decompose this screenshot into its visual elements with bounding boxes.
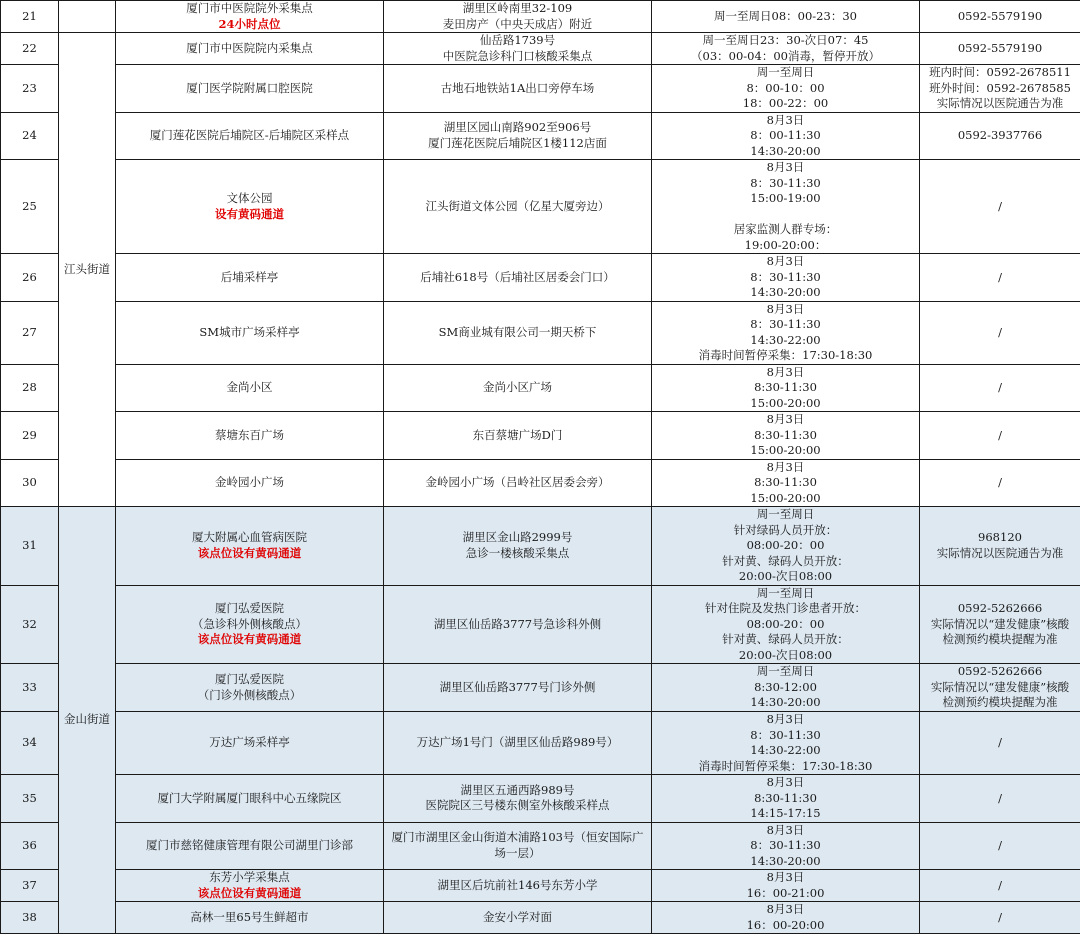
site-name xyxy=(116,459,384,507)
cell-line: 14:30-20:00 xyxy=(654,695,917,711)
site-name xyxy=(116,902,384,934)
table-row xyxy=(1,1,1080,33)
site-phone xyxy=(920,65,1080,113)
cell-line: / xyxy=(922,735,1078,751)
cell-line: 8月3日 xyxy=(654,365,917,381)
cell-line: 周一至周日08：00-23：30 xyxy=(654,9,917,25)
cell-line: 厦门莲花医院后埔院区1楼112店面 xyxy=(386,136,649,152)
site-address xyxy=(384,160,652,254)
table-row xyxy=(1,822,1080,870)
cell-line: 8:30-11:30 xyxy=(654,475,917,491)
cell-line: / xyxy=(922,838,1078,854)
site-address xyxy=(384,364,652,412)
site-hours xyxy=(652,301,920,364)
table-row xyxy=(1,507,1080,586)
site-phone xyxy=(920,412,1080,460)
site-address xyxy=(384,33,652,65)
cell-line: 8月3日 xyxy=(654,412,917,428)
cell-line: （03：00-04：00消毒，暂停开放） xyxy=(654,49,917,65)
cell-line: 08:00-20：00 xyxy=(654,538,917,554)
yellow-code-channel-note: 24小时点位 xyxy=(118,17,381,33)
table-row xyxy=(1,585,1080,664)
site-name xyxy=(116,775,384,823)
cell-line: （急诊科外侧核酸点） xyxy=(118,617,381,633)
row-number xyxy=(1,902,59,934)
cell-line: 14:30-20:00 xyxy=(654,854,917,870)
cell-line: / xyxy=(922,270,1078,286)
cell-line: 针对住院及发热门诊患者开放： xyxy=(654,601,917,617)
table-row xyxy=(1,364,1080,412)
cell-line: 消毒时间暂停采集：17:30-18:30 xyxy=(654,759,917,775)
site-name xyxy=(116,412,384,460)
site-hours xyxy=(652,33,920,65)
cell-line: 仙岳路1739号 xyxy=(386,33,649,49)
cell-line: 15:00-20:00 xyxy=(654,443,917,459)
site-address xyxy=(384,585,652,664)
cell-line: 厦大附属心血管病医院 xyxy=(118,530,381,546)
row-number xyxy=(1,1,59,33)
cell-line: 14:30-20:00 xyxy=(654,285,917,301)
cell-line: 8月3日 xyxy=(654,302,917,318)
cell-line: 0592-3937766 xyxy=(922,128,1078,144)
cell-line: 针对黄、绿码人员开放： xyxy=(654,632,917,648)
site-phone xyxy=(920,664,1080,712)
site-name xyxy=(116,301,384,364)
cell-line: 金尚小区 xyxy=(118,380,381,396)
cell-line: / xyxy=(922,910,1078,926)
table-row xyxy=(1,65,1080,113)
site-phone xyxy=(920,112,1080,160)
site-address xyxy=(384,301,652,364)
cell-line: 16：00-20:00 xyxy=(654,918,917,934)
site-name xyxy=(116,870,384,902)
cell-line: 湖里区仙岳路3777号急诊科外侧 xyxy=(386,617,649,633)
site-hours xyxy=(652,870,920,902)
cell-line: 后埔采样亭 xyxy=(118,270,381,286)
site-name xyxy=(116,507,384,586)
cell-line: 19:00-20:00： xyxy=(654,238,917,254)
cell-line: 8:30-11:30 xyxy=(654,428,917,444)
cell-line: 8：30-11:30 xyxy=(654,838,917,854)
cell-line: / xyxy=(922,325,1078,341)
cell-line: 金岭园小广场 xyxy=(118,475,381,491)
cell-line: 8月3日 xyxy=(654,712,917,728)
cell-line: 湖里区岭南里32-109 xyxy=(386,1,649,17)
table-row xyxy=(1,902,1080,934)
site-hours xyxy=(652,412,920,460)
cell-line: 中医院急诊科门口核酸采集点 xyxy=(386,49,649,65)
cell-line: SM城市广场采样亭 xyxy=(118,325,381,341)
site-address xyxy=(384,822,652,870)
row-number xyxy=(1,254,59,302)
cell-line: 蔡塘东百广场 xyxy=(118,428,381,444)
cell-line: 江头街道文体公园（亿星大厦旁边） xyxy=(386,199,649,215)
table-row xyxy=(1,775,1080,823)
cell-line: 厦门大学附属厦门眼科中心五缘院区 xyxy=(118,791,381,807)
cell-line: 后埔社618号（后埔社区居委会门口） xyxy=(386,270,649,286)
site-hours xyxy=(652,902,920,934)
table-row xyxy=(1,459,1080,507)
cell-line: 8月3日 xyxy=(654,460,917,476)
site-address xyxy=(384,664,652,712)
site-phone xyxy=(920,822,1080,870)
cell-line: 0592-5262666 xyxy=(922,664,1078,680)
cell-line: 班外时间：0592-2678585 xyxy=(922,81,1078,97)
cell-line xyxy=(654,207,917,223)
site-phone xyxy=(920,507,1080,586)
row-number-text: 28 xyxy=(22,380,37,394)
site-phone xyxy=(920,902,1080,934)
table-row xyxy=(1,412,1080,460)
cell-line: 8：30-11:30 xyxy=(654,728,917,744)
cell-line: 金岭园小广场（吕岭社区居委会旁） xyxy=(386,475,649,491)
row-number xyxy=(1,870,59,902)
cell-line: 高林一里65号生鲜超市 xyxy=(118,910,381,926)
site-name xyxy=(116,112,384,160)
cell-line: 0592-5262666 xyxy=(922,601,1078,617)
yellow-code-channel-note: 该点位设有黄码通道 xyxy=(118,886,381,902)
district-name: 江头街道 xyxy=(64,262,110,276)
site-hours xyxy=(652,1,920,33)
row-number xyxy=(1,712,59,775)
table-row xyxy=(1,160,1080,254)
cell-line: 8月3日 xyxy=(654,902,917,918)
cell-line: 湖里区后坑前社146号东芳小学 xyxy=(386,878,649,894)
site-hours xyxy=(652,775,920,823)
cell-line: 15:00-19:00 xyxy=(654,191,917,207)
cell-line: 968120 xyxy=(922,530,1078,546)
row-number-text: 24 xyxy=(22,128,37,142)
site-name xyxy=(116,1,384,33)
cell-line: 18：00-22：00 xyxy=(654,96,917,112)
cell-line: 14:30-22:00 xyxy=(654,743,917,759)
site-phone xyxy=(920,364,1080,412)
site-hours xyxy=(652,664,920,712)
site-hours xyxy=(652,712,920,775)
cell-line: / xyxy=(922,475,1078,491)
row-number xyxy=(1,664,59,712)
cell-line: 厦门市慈铭健康管理有限公司湖里门诊部 xyxy=(118,838,381,854)
cell-line: / xyxy=(922,791,1078,807)
cell-line: 金安小学对面 xyxy=(386,910,649,926)
cell-line: 15:00-20:00 xyxy=(654,396,917,412)
row-number-text: 34 xyxy=(22,735,37,749)
row-number xyxy=(1,33,59,65)
site-phone xyxy=(920,254,1080,302)
row-number-text: 21 xyxy=(22,9,37,23)
cell-line: 厦门莲花医院后埔院区-后埔院区采样点 xyxy=(118,128,381,144)
cell-line: 文体公园 xyxy=(118,191,381,207)
site-hours xyxy=(652,822,920,870)
site-phone xyxy=(920,775,1080,823)
table-row xyxy=(1,870,1080,902)
cell-line: 8：30-11:30 xyxy=(654,270,917,286)
cell-line: 实际情况以医院通告为准 xyxy=(922,546,1078,562)
cell-line: 周一至周日 xyxy=(654,664,917,680)
cell-line: 08:00-20：00 xyxy=(654,617,917,633)
table-row xyxy=(1,112,1080,160)
cell-line: 万达广场1号门（湖里区仙岳路989号） xyxy=(386,735,649,751)
cell-line: 厦门弘爱医院 xyxy=(118,672,381,688)
row-number xyxy=(1,301,59,364)
cell-line: 14:30-20:00 xyxy=(654,144,917,160)
cell-line: 古地石地铁站1A出口旁停车场 xyxy=(386,81,649,97)
cell-line: 8:30-11:30 xyxy=(654,380,917,396)
site-hours xyxy=(652,507,920,586)
cell-line: 实际情况以医院通告为准 xyxy=(922,96,1078,112)
site-address xyxy=(384,112,652,160)
cell-line: 东芳小学采集点 xyxy=(118,870,381,886)
site-hours xyxy=(652,459,920,507)
row-number-text: 37 xyxy=(22,878,37,892)
cell-line: 周一至周日23：30-次日07：45 xyxy=(654,33,917,49)
cell-line: 8：00-11:30 xyxy=(654,128,917,144)
cell-line: 实际情况以“建发健康”核酸 xyxy=(922,617,1078,633)
row-number-text: 26 xyxy=(22,270,37,284)
row-number xyxy=(1,364,59,412)
site-address xyxy=(384,65,652,113)
cell-line: 20:00-次日08:00 xyxy=(654,569,917,585)
yellow-code-channel-note: 设有黄码通道 xyxy=(118,207,381,223)
site-hours xyxy=(652,160,920,254)
cell-line: 麦田房产（中央天成店）附近 xyxy=(386,17,649,33)
district-cell xyxy=(59,507,116,934)
cell-line: 湖里区仙岳路3777号门诊外侧 xyxy=(386,680,649,696)
site-phone xyxy=(920,870,1080,902)
yellow-code-channel-note: 该点位设有黄码通道 xyxy=(118,632,381,648)
site-hours xyxy=(652,585,920,664)
site-name xyxy=(116,160,384,254)
cell-line: 周一至周日 xyxy=(654,65,917,81)
cell-line: 针对黄、绿码人员开放： xyxy=(654,554,917,570)
table-row xyxy=(1,712,1080,775)
cell-line: 8月3日 xyxy=(654,823,917,839)
site-phone xyxy=(920,459,1080,507)
cell-line: / xyxy=(922,428,1078,444)
row-number xyxy=(1,412,59,460)
cell-line: 8：30-11:30 xyxy=(654,176,917,192)
table-body xyxy=(1,1,1080,934)
site-phone xyxy=(920,301,1080,364)
row-number-text: 36 xyxy=(22,838,37,852)
cell-line: 针对绿码人员开放： xyxy=(654,523,917,539)
site-hours xyxy=(652,364,920,412)
cell-line: 金尚小区广场 xyxy=(386,380,649,396)
cell-line: 8:30-11:30 xyxy=(654,791,917,807)
cell-line: 居家监测人群专场： xyxy=(654,222,917,238)
row-number-text: 32 xyxy=(22,617,37,631)
cell-line: 厦门弘爱医院 xyxy=(118,601,381,617)
site-phone xyxy=(920,1,1080,33)
cell-line: 8月3日 xyxy=(654,160,917,176)
site-name xyxy=(116,364,384,412)
cell-line: / xyxy=(922,380,1078,396)
row-number-text: 38 xyxy=(22,910,37,924)
site-hours xyxy=(652,112,920,160)
row-number-text: 22 xyxy=(22,41,37,55)
row-number xyxy=(1,160,59,254)
site-hours xyxy=(652,65,920,113)
cell-line: 8月3日 xyxy=(654,113,917,129)
site-name xyxy=(116,65,384,113)
site-address xyxy=(384,712,652,775)
cell-line: 8月3日 xyxy=(654,254,917,270)
cell-line: / xyxy=(922,199,1078,215)
row-number xyxy=(1,507,59,586)
cell-line: 厦门医学院附属口腔医院 xyxy=(118,81,381,97)
row-number-text: 30 xyxy=(22,475,37,489)
cell-line: 检测预约模块提醒为准 xyxy=(922,695,1078,711)
row-number xyxy=(1,585,59,664)
row-number xyxy=(1,459,59,507)
row-number-text: 23 xyxy=(22,81,37,95)
cell-line: 急诊一楼核酸采集点 xyxy=(386,546,649,562)
cell-line: 周一至周日 xyxy=(654,586,917,602)
site-phone xyxy=(920,585,1080,664)
site-name xyxy=(116,664,384,712)
cell-line: 8：30-11:30 xyxy=(654,317,917,333)
cell-line: 湖里区金山路2999号 xyxy=(386,530,649,546)
site-address xyxy=(384,254,652,302)
cell-line: 14:15-17:15 xyxy=(654,806,917,822)
yellow-code-channel-note: 该点位设有黄码通道 xyxy=(118,546,381,562)
site-address xyxy=(384,1,652,33)
cell-line: 8:30-12:00 xyxy=(654,680,917,696)
site-address xyxy=(384,507,652,586)
cell-line: 8月3日 xyxy=(654,775,917,791)
cell-line: 0592-5579190 xyxy=(922,41,1078,57)
cell-line: 医院院区三号楼东侧室外核酸采样点 xyxy=(386,798,649,814)
row-number-text: 35 xyxy=(22,791,37,805)
row-number-text: 33 xyxy=(22,680,37,694)
site-phone xyxy=(920,33,1080,65)
cell-line: （门诊外侧核酸点） xyxy=(118,688,381,704)
row-number xyxy=(1,775,59,823)
cell-line: 万达广场采样亭 xyxy=(118,735,381,751)
site-hours xyxy=(652,254,920,302)
site-address xyxy=(384,870,652,902)
site-name xyxy=(116,254,384,302)
row-number xyxy=(1,822,59,870)
cell-line: 20:00-次日08:00 xyxy=(654,648,917,664)
row-number-text: 29 xyxy=(22,428,37,442)
cell-line: 8：00-10：00 xyxy=(654,81,917,97)
table-row xyxy=(1,33,1080,65)
table-row xyxy=(1,664,1080,712)
cell-line: 厦门市中医院院内采集点 xyxy=(118,41,381,57)
row-number xyxy=(1,112,59,160)
site-address xyxy=(384,775,652,823)
row-number xyxy=(1,65,59,113)
site-phone xyxy=(920,160,1080,254)
cell-line: 检测预约模块提醒为准 xyxy=(922,632,1078,648)
site-address xyxy=(384,459,652,507)
cell-line: 8月3日 xyxy=(654,870,917,886)
site-address xyxy=(384,412,652,460)
cell-line: 周一至周日 xyxy=(654,507,917,523)
row-number-text: 27 xyxy=(22,325,37,339)
district-cell xyxy=(59,33,116,507)
cell-line: SM商业城有限公司一期天桥下 xyxy=(386,325,649,341)
cell-line: 湖里区五通西路989号 xyxy=(386,783,649,799)
cell-line: / xyxy=(922,878,1078,894)
table-row xyxy=(1,301,1080,364)
cell-line: 0592-5579190 xyxy=(922,9,1078,25)
site-name xyxy=(116,712,384,775)
site-name xyxy=(116,585,384,664)
cell-line: 湖里区园山南路902至906号 xyxy=(386,120,649,136)
cell-line: 厦门市中医院院外采集点 xyxy=(118,1,381,17)
district-name: 金山街道 xyxy=(64,712,110,726)
cell-line: 16：00-21:00 xyxy=(654,886,917,902)
cell-line: 厦门市湖里区金山街道木浦路103号（恒安国际广 xyxy=(386,830,649,846)
table-row xyxy=(1,254,1080,302)
site-name xyxy=(116,33,384,65)
site-phone xyxy=(920,712,1080,775)
cell-line: 场一层） xyxy=(386,846,649,862)
row-number-text: 31 xyxy=(22,538,37,552)
cell-line: 东百蔡塘广场D门 xyxy=(386,428,649,444)
row-number-text: 25 xyxy=(22,199,37,213)
district-cell-empty xyxy=(59,1,116,33)
site-name xyxy=(116,822,384,870)
cell-line: 15:00-20:00 xyxy=(654,491,917,507)
cell-line: 班内时间：0592-2678511 xyxy=(922,65,1078,81)
site-address xyxy=(384,902,652,934)
cell-line: 实际情况以“建发健康”核酸 xyxy=(922,680,1078,696)
cell-line: 消毒时间暂停采集：17:30-18:30 xyxy=(654,348,917,364)
cell-line: 14:30-22:00 xyxy=(654,333,917,349)
